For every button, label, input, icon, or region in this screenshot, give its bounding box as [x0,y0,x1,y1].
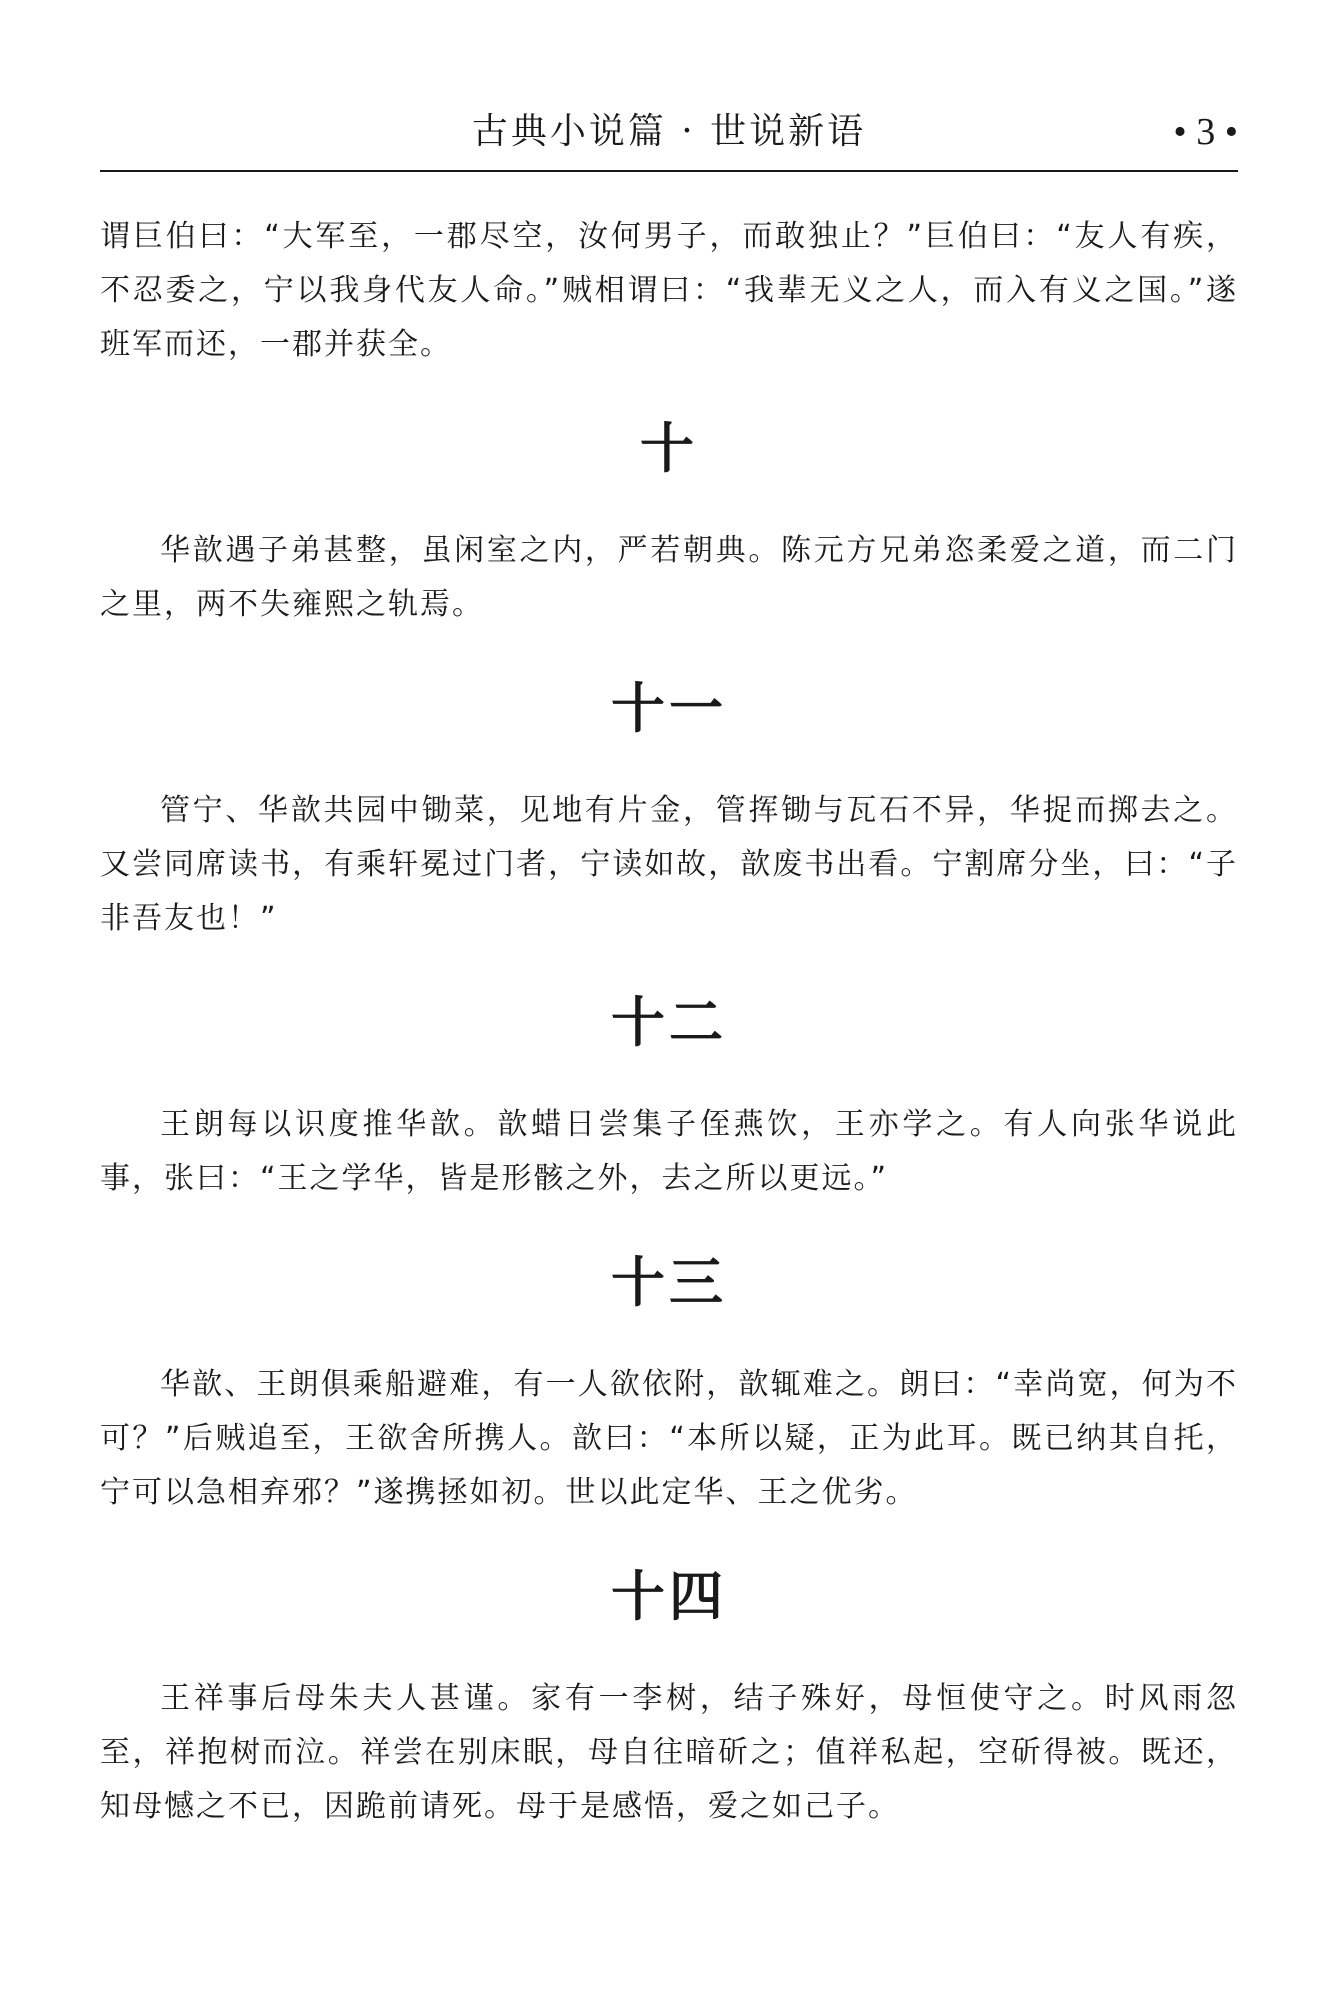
section-paragraph: 谓巨伯曰：“大军至，一郡尽空，汝何男子，而敢独止？”巨伯曰：“友人有疾，不忍委之，宁以我身代友人命。”贼相谓曰：“我辈无义之人，而入有义之国。”遂班军而还，一郡并获全。 [100,219,1238,362]
section-paragraph: 华歆、王朗俱乘船避难，有一人欲依附，歆辄难之。朗曰：“幸尚宽，何为不可？”后贼追至，王欲舍所携人。歆曰：“本所以疑，正为此耳。既已纳其自托，宁可以急相弃邪？”遂携拯如初。世以此定华、王之优劣。 [100,1367,1238,1510]
page-number: • 3 • [1173,111,1238,153]
section-heading: 十一 [611,677,727,740]
section-paragraph: 华歆遇子弟甚整，虽闲室之内，严若朝典。陈元方兄弟恣柔爱之道，而二门之里，两不失雍熙之轨焉。 [100,533,1238,622]
page-header [100,108,1238,168]
section-paragraph: 管宁、华歆共园中锄菜，见地有片金，管挥锄与瓦石不异，华捉而掷去之。又尝同席读书，有乘轩冕过门者，宁读如故，歆废书出看。宁割席分坐，曰：“子非吾友也！” [100,793,1238,936]
section-heading: 十三 [611,1251,727,1314]
running-title: 古典小说篇 · 世说新语 [471,111,867,152]
section-heading: 十 [640,417,698,480]
header-rule [100,170,1238,172]
section-paragraph: 王朗每以识度推华歆。歆蜡日尝集子侄燕饮，王亦学之。有人向张华说此事，张曰：“王之学华，皆是形骸之外，去之所以更远。” [100,1107,1238,1196]
page-body [100,210,1238,1834]
section-heading: 十二 [611,991,727,1054]
section-paragraph: 王祥事后母朱夫人甚谨。家有一李树，结子殊好，母恒使守之。时风雨忽至，祥抱树而泣。祥尝在别床眠，母自往暗斫之；值祥私起，空斫得被。既还，知母憾之不已，因跪前请死。母于是感悟，爱之如己子。 [100,1681,1238,1824]
section-heading: 十四 [611,1565,727,1628]
